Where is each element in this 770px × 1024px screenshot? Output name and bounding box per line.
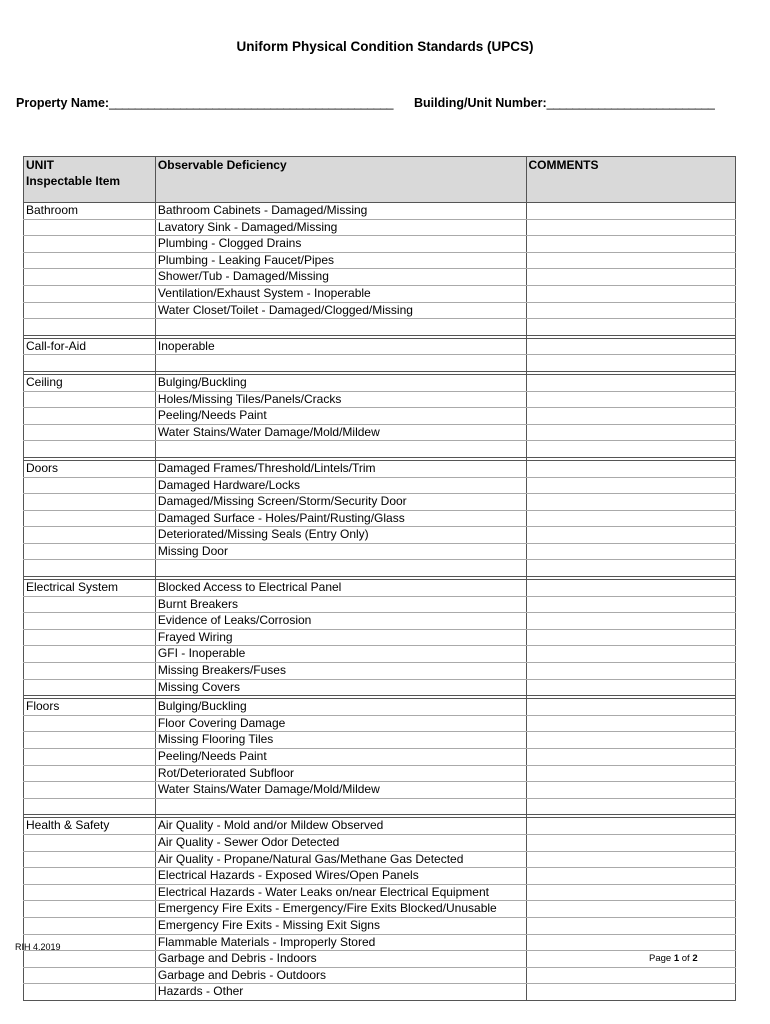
table-row (24, 219, 736, 236)
inspectable-item-blank (24, 494, 156, 511)
table-row (24, 917, 736, 934)
deficiency: Bulging/Buckling (155, 699, 526, 716)
table-row (24, 884, 736, 901)
deficiency: Emergency Fire Exits - Missing Exit Signs (155, 917, 526, 934)
deficiency-blank (155, 798, 526, 815)
comment-cell[interactable] (526, 285, 735, 302)
property-name-field[interactable] (16, 96, 393, 110)
comment-cell[interactable] (526, 510, 735, 527)
comment-cell[interactable] (526, 715, 735, 732)
comment-cell[interactable] (526, 441, 735, 458)
deficiency: Lavatory Sink - Damaged/Missing (155, 219, 526, 236)
table-row (24, 613, 736, 630)
comment-cell[interactable] (526, 374, 735, 391)
deficiency: Emergency Fire Exits - Emergency/Fire Exits Blocked/Unusable (155, 901, 526, 918)
table-row (24, 732, 736, 749)
table-row (24, 984, 736, 1001)
deficiency: Water Stains/Water Damage/Mold/Mildew (155, 424, 526, 441)
table-row (24, 868, 736, 885)
deficiency: Peeling/Needs Paint (155, 408, 526, 425)
table-row (24, 527, 736, 544)
comment-cell[interactable] (526, 560, 735, 577)
inspectable-item-blank (24, 613, 156, 630)
comment-cell[interactable] (526, 391, 735, 408)
table-row (24, 765, 736, 782)
comment-cell[interactable] (526, 818, 735, 835)
deficiency: Water Closet/Toilet - Damaged/Clogged/Missing (155, 302, 526, 319)
inspectable-item-blank (24, 765, 156, 782)
inspectable-item-blank (24, 391, 156, 408)
comment-cell[interactable] (526, 967, 735, 984)
deficiency: Peeling/Needs Paint (155, 749, 526, 766)
table-row (24, 477, 736, 494)
table-row (24, 782, 736, 799)
table-row (24, 798, 736, 815)
inspectable-item-blank (24, 967, 156, 984)
inspectable-item: Doors (24, 460, 156, 477)
table-row (24, 663, 736, 680)
inspectable-item-blank (24, 629, 156, 646)
deficiency: Missing Breakers/Fuses (155, 663, 526, 680)
header-inspectable-item: Inspectable Item (26, 173, 121, 188)
inspectable-item-blank (24, 527, 156, 544)
page-total: 2 (692, 953, 698, 964)
table-row (24, 580, 736, 597)
inspectable-item-blank (24, 901, 156, 918)
inspectable-item-blank (24, 219, 156, 236)
table-row (24, 715, 736, 732)
comment-cell[interactable] (526, 527, 735, 544)
deficiency: Evidence of Leaks/Corrosion (155, 613, 526, 630)
comment-cell[interactable] (526, 868, 735, 885)
deficiency: Rot/Deteriorated Subfloor (155, 765, 526, 782)
deficiency: Plumbing - Clogged Drains (155, 236, 526, 253)
comment-cell[interactable] (526, 338, 735, 355)
table-header-row (24, 157, 736, 203)
inspectable-item-blank (24, 851, 156, 868)
inspectable-item: Bathroom (24, 203, 156, 220)
comment-cell[interactable] (526, 613, 735, 630)
deficiency-blank (155, 319, 526, 336)
table-row (24, 851, 736, 868)
comment-cell[interactable] (526, 646, 735, 663)
comment-cell[interactable] (526, 901, 735, 918)
table-row (24, 679, 736, 696)
inspectable-item-blank (24, 424, 156, 441)
inspectable-item-blank (24, 732, 156, 749)
comment-cell[interactable] (526, 765, 735, 782)
deficiency: Bulging/Buckling (155, 374, 526, 391)
header-unit-item (24, 157, 156, 203)
comment-cell[interactable] (526, 749, 735, 766)
inspectable-item-blank (24, 646, 156, 663)
comment-cell[interactable] (526, 851, 735, 868)
header-comments: COMMENTS (526, 157, 735, 203)
table-row (24, 560, 736, 577)
deficiency: Hazards - Other (155, 984, 526, 1001)
table-row (24, 374, 736, 391)
deficiency-blank (155, 441, 526, 458)
comment-cell[interactable] (526, 543, 735, 560)
deficiency: Air Quality - Sewer Odor Detected (155, 834, 526, 851)
inspectable-item: Ceiling (24, 374, 156, 391)
table-row (24, 543, 736, 560)
inspectable-item-blank (24, 236, 156, 253)
inspectable-item-blank (24, 715, 156, 732)
table-row (24, 494, 736, 511)
inspectable-item-blank (24, 884, 156, 901)
deficiency: Air Quality - Mold and/or Mildew Observed (155, 818, 526, 835)
comment-cell[interactable] (526, 580, 735, 597)
deficiency: Air Quality - Propane/Natural Gas/Methane Gas Detected (155, 851, 526, 868)
table-row (24, 203, 736, 220)
table-row (24, 252, 736, 269)
deficiency: Plumbing - Leaking Faucet/Pipes (155, 252, 526, 269)
table-row (24, 338, 736, 355)
table-row (24, 460, 736, 477)
comment-cell[interactable] (526, 408, 735, 425)
comment-cell[interactable] (526, 302, 735, 319)
comment-cell[interactable] (526, 663, 735, 680)
table-row (24, 236, 736, 253)
comment-cell[interactable] (526, 934, 735, 951)
deficiency: Damaged Surface - Holes/Paint/Rusting/Glass (155, 510, 526, 527)
page-prefix: Page (649, 953, 674, 964)
comment-cell[interactable] (526, 269, 735, 286)
comment-cell[interactable] (526, 732, 735, 749)
inspectable-item-blank (24, 319, 156, 336)
deficiency: Frayed Wiring (155, 629, 526, 646)
inspectable-item-blank (24, 663, 156, 680)
inspectable-item-blank (24, 951, 156, 968)
inspectable-item-blank (24, 749, 156, 766)
header-unit: UNIT (26, 158, 54, 172)
table-row (24, 408, 736, 425)
inspectable-item-blank (24, 798, 156, 815)
deficiency: Missing Door (155, 543, 526, 560)
comment-cell[interactable] (526, 203, 735, 220)
building-unit-label: Building/Unit Number: (414, 96, 547, 110)
deficiency-blank (155, 560, 526, 577)
table-row (24, 934, 736, 951)
page-current: 1 (673, 953, 680, 964)
table-row (24, 967, 736, 984)
inspectable-item-blank (24, 408, 156, 425)
inspectable-item-blank (24, 596, 156, 613)
inspectable-item-blank (24, 834, 156, 851)
comment-cell[interactable] (526, 494, 735, 511)
deficiency: Damaged Frames/Threshold/Lintels/Trim (155, 460, 526, 477)
inspectable-item-blank (24, 984, 156, 1001)
deficiency: Damaged Hardware/Locks (155, 477, 526, 494)
inspectable-item-blank (24, 679, 156, 696)
comment-cell[interactable] (526, 477, 735, 494)
building-unit-line[interactable]: __________________________ (546, 96, 715, 110)
comment-cell[interactable] (526, 252, 735, 269)
comment-cell[interactable] (526, 884, 735, 901)
comment-cell[interactable] (526, 917, 735, 934)
deficiency: Missing Covers (155, 679, 526, 696)
deficiency-blank (155, 355, 526, 372)
inspectable-item-blank (24, 441, 156, 458)
comment-cell[interactable] (526, 951, 735, 968)
table-row (24, 424, 736, 441)
deficiency: Water Stains/Water Damage/Mold/Mildew (155, 782, 526, 799)
deficiency: Damaged/Missing Screen/Storm/Security Door (155, 494, 526, 511)
deficiency: Inoperable (155, 338, 526, 355)
inspectable-item-blank (24, 917, 156, 934)
inspectable-item-blank (24, 269, 156, 286)
table-row (24, 355, 736, 372)
inspectable-item: Health & Safety (24, 818, 156, 835)
comment-cell[interactable] (526, 629, 735, 646)
comment-cell[interactable] (526, 596, 735, 613)
table-row (24, 901, 736, 918)
page-of: of (679, 953, 693, 964)
comment-cell[interactable] (526, 679, 735, 696)
table-row (24, 749, 736, 766)
table-row (24, 285, 736, 302)
comment-cell[interactable] (526, 834, 735, 851)
form-code: RIH 4.2019 (15, 942, 61, 952)
table-row (24, 699, 736, 716)
table-row (24, 510, 736, 527)
deficiency: Shower/Tub - Damaged/Missing (155, 269, 526, 286)
table-row (24, 302, 736, 319)
property-name-line[interactable]: ____________________________________________ (109, 96, 393, 110)
inspectable-item-blank (24, 543, 156, 560)
comment-cell[interactable] (526, 460, 735, 477)
inspectable-item: Electrical System (24, 580, 156, 597)
comment-cell[interactable] (526, 424, 735, 441)
comment-cell[interactable] (526, 782, 735, 799)
inspectable-item-blank (24, 868, 156, 885)
table-row (24, 269, 736, 286)
table-row (24, 834, 736, 851)
table-row (24, 818, 736, 835)
deficiency: GFI - Inoperable (155, 646, 526, 663)
comment-cell[interactable] (526, 699, 735, 716)
inspectable-item-blank (24, 477, 156, 494)
comment-cell[interactable] (526, 984, 735, 1001)
table-row (24, 596, 736, 613)
comment-cell[interactable] (526, 219, 735, 236)
table-row (24, 646, 736, 663)
deficiency: Bathroom Cabinets - Damaged/Missing (155, 203, 526, 220)
inspection-table (23, 156, 736, 1001)
comment-cell[interactable] (526, 319, 735, 336)
deficiency: Deteriorated/Missing Seals (Entry Only) (155, 527, 526, 544)
inspectable-item-blank (24, 355, 156, 372)
building-unit-field[interactable] (414, 96, 714, 110)
deficiency: Electrical Hazards - Water Leaks on/near Electrical Equipment (155, 884, 526, 901)
table-row (24, 629, 736, 646)
table-row (24, 441, 736, 458)
table-row (24, 319, 736, 336)
header-deficiency: Observable Deficiency (155, 157, 526, 203)
inspectable-item-blank (24, 302, 156, 319)
deficiency: Garbage and Debris - Indoors (155, 951, 526, 968)
inspectable-item-blank (24, 782, 156, 799)
inspectable-item: Floors (24, 699, 156, 716)
deficiency: Floor Covering Damage (155, 715, 526, 732)
inspectable-item-blank (24, 252, 156, 269)
comment-cell[interactable] (526, 798, 735, 815)
deficiency: Garbage and Debris - Outdoors (155, 967, 526, 984)
page-title: Uniform Physical Condition Standards (UPCS) (236, 39, 534, 54)
deficiency: Electrical Hazards - Exposed Wires/Open Panels (155, 868, 526, 885)
deficiency: Missing Flooring Tiles (155, 732, 526, 749)
inspectable-item-blank (24, 560, 156, 577)
comment-cell[interactable] (526, 236, 735, 253)
table-row (24, 391, 736, 408)
table-row (24, 951, 736, 968)
page-indicator (649, 953, 698, 964)
deficiency: Burnt Breakers (155, 596, 526, 613)
deficiency: Flammable Materials - Improperly Stored (155, 934, 526, 951)
deficiency: Ventilation/Exhaust System - Inoperable (155, 285, 526, 302)
inspectable-item-blank (24, 510, 156, 527)
deficiency: Blocked Access to Electrical Panel (155, 580, 526, 597)
comment-cell[interactable] (526, 355, 735, 372)
deficiency: Holes/Missing Tiles/Panels/Cracks (155, 391, 526, 408)
property-name-label: Property Name: (16, 96, 110, 110)
inspectable-item: Call-for-Aid (24, 338, 156, 355)
inspectable-item-blank (24, 285, 156, 302)
